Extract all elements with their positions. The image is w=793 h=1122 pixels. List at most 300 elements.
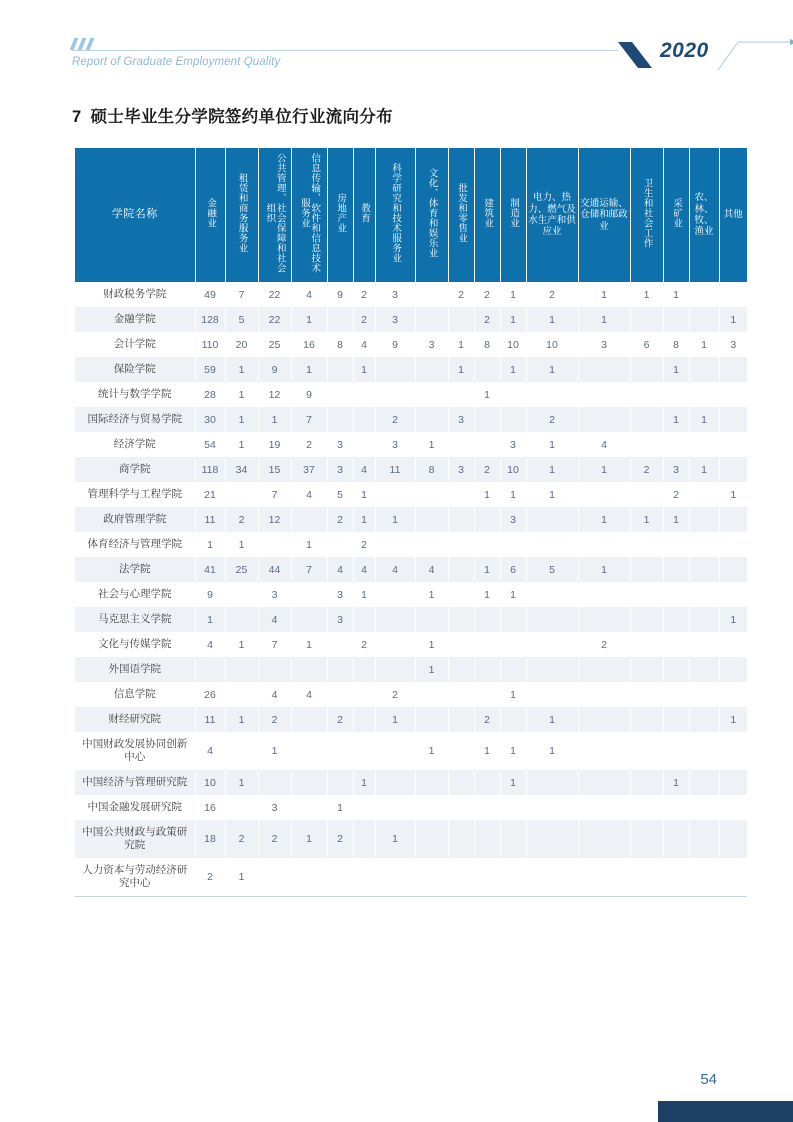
cell-value: 1 xyxy=(500,582,526,607)
cell-value: 7 xyxy=(258,482,291,507)
cell-value xyxy=(258,532,291,557)
cell-value: 19 xyxy=(258,432,291,457)
col-header-label-11: 制造业 xyxy=(508,198,520,229)
cell-value xyxy=(375,795,415,820)
cell-value: 9 xyxy=(327,282,353,307)
cell-value xyxy=(415,507,448,532)
table-row xyxy=(75,332,747,357)
cell-value xyxy=(630,582,663,607)
cell-value xyxy=(663,557,689,582)
cell-value xyxy=(500,858,526,896)
cell-value: 1 xyxy=(663,357,689,382)
cell-value xyxy=(689,795,719,820)
col-header-3 xyxy=(258,148,291,282)
cell-value: 1 xyxy=(415,632,448,657)
cell-value xyxy=(353,657,375,682)
cell-value: 2 xyxy=(291,432,327,457)
cell-value: 1 xyxy=(578,557,630,582)
cell-value: 44 xyxy=(258,557,291,582)
cell-value xyxy=(474,432,500,457)
cell-value: 1 xyxy=(578,307,630,332)
table-head xyxy=(75,148,747,282)
cell-value xyxy=(663,820,689,858)
cell-value: 6 xyxy=(630,332,663,357)
cell-value xyxy=(719,357,747,382)
cell-value: 1 xyxy=(526,432,578,457)
cell-value xyxy=(291,582,327,607)
cell-value: 54 xyxy=(195,432,225,457)
cell-value: 1 xyxy=(719,707,747,732)
cell-value xyxy=(578,382,630,407)
cell-value: 1 xyxy=(353,507,375,532)
cell-value: 1 xyxy=(327,795,353,820)
cell-value: 2 xyxy=(474,707,500,732)
cell-value xyxy=(448,582,474,607)
cell-value: 8 xyxy=(327,332,353,357)
page-header xyxy=(0,0,793,95)
cell-value xyxy=(719,795,747,820)
cell-college-name: 马克思主义学院 xyxy=(75,607,195,632)
cell-value: 3 xyxy=(327,607,353,632)
cell-value xyxy=(719,820,747,858)
cell-value xyxy=(353,732,375,770)
table-body xyxy=(75,282,747,896)
cell-value: 3 xyxy=(500,432,526,457)
cell-value: 5 xyxy=(225,307,258,332)
cell-value xyxy=(225,795,258,820)
cell-college-name: 管理科学与工程学院 xyxy=(75,482,195,507)
cell-value: 25 xyxy=(258,332,291,357)
table-row xyxy=(75,432,747,457)
cell-value xyxy=(719,858,747,896)
cell-value: 8 xyxy=(663,332,689,357)
section-number: 7 xyxy=(72,108,82,126)
cell-value xyxy=(291,732,327,770)
cell-value: 3 xyxy=(375,432,415,457)
col-header-label-12: 电力、热力、燃气及水生产和供应业 xyxy=(528,192,576,238)
cell-value xyxy=(689,507,719,532)
cell-value xyxy=(689,632,719,657)
cell-value xyxy=(375,582,415,607)
cell-value: 18 xyxy=(195,820,225,858)
cell-value: 3 xyxy=(578,332,630,357)
cell-value xyxy=(500,632,526,657)
section-title-text: 硕士毕业生分学院签约单位行业流向分布 xyxy=(90,108,393,126)
cell-value: 4 xyxy=(291,482,327,507)
cell-value xyxy=(578,582,630,607)
cell-value xyxy=(448,607,474,632)
header-arrow-icon xyxy=(716,38,793,72)
cell-value xyxy=(415,532,448,557)
cell-value xyxy=(225,732,258,770)
cell-value xyxy=(474,657,500,682)
cell-value: 1 xyxy=(474,382,500,407)
cell-value xyxy=(291,707,327,732)
cell-value: 10 xyxy=(195,770,225,795)
cell-value xyxy=(663,858,689,896)
cell-value: 1 xyxy=(663,282,689,307)
cell-value: 1 xyxy=(526,357,578,382)
cell-value: 1 xyxy=(500,307,526,332)
cell-value: 11 xyxy=(195,507,225,532)
cell-value: 2 xyxy=(353,307,375,332)
cell-value xyxy=(474,632,500,657)
cell-value xyxy=(225,657,258,682)
cell-value: 12 xyxy=(258,507,291,532)
cell-college-name: 外国语学院 xyxy=(75,657,195,682)
cell-college-name: 中国公共财政与政策研究院 xyxy=(75,820,195,858)
cell-value xyxy=(474,407,500,432)
table-row xyxy=(75,532,747,557)
col-header-label-14: 卫生和社会工作 xyxy=(641,178,653,249)
cell-college-name: 政府管理学院 xyxy=(75,507,195,532)
cell-value xyxy=(448,432,474,457)
year-label: 2020 xyxy=(660,39,709,62)
cell-value: 1 xyxy=(689,332,719,357)
cell-value: 49 xyxy=(195,282,225,307)
table-row xyxy=(75,357,747,382)
cell-value xyxy=(689,820,719,858)
cell-value xyxy=(719,507,747,532)
cell-value xyxy=(415,307,448,332)
cell-value xyxy=(327,532,353,557)
cell-college-name: 商学院 xyxy=(75,457,195,482)
cell-college-name: 国际经济与贸易学院 xyxy=(75,407,195,432)
cell-value xyxy=(578,532,630,557)
cell-value: 1 xyxy=(630,282,663,307)
cell-value: 2 xyxy=(353,532,375,557)
industry-flow-table xyxy=(75,148,747,897)
cell-value xyxy=(526,682,578,707)
cell-value xyxy=(448,382,474,407)
page-number: 54 xyxy=(700,1071,717,1088)
cell-value: 1 xyxy=(663,507,689,532)
col-header-16 xyxy=(689,148,719,282)
cell-value xyxy=(500,657,526,682)
col-header-label-3: 公共管理、社会保障和社会组织 xyxy=(264,153,286,274)
cell-value xyxy=(448,482,474,507)
cell-value: 2 xyxy=(225,820,258,858)
cell-value xyxy=(415,795,448,820)
cell-value xyxy=(630,632,663,657)
cell-value xyxy=(375,382,415,407)
cell-value xyxy=(448,770,474,795)
cell-value xyxy=(448,858,474,896)
cell-value xyxy=(578,657,630,682)
cell-value xyxy=(526,657,578,682)
cell-value xyxy=(415,820,448,858)
cell-value xyxy=(689,557,719,582)
cell-value: 1 xyxy=(291,307,327,332)
cell-value: 1 xyxy=(225,357,258,382)
cell-value: 1 xyxy=(719,307,747,332)
cell-value: 1 xyxy=(663,407,689,432)
cell-value xyxy=(448,732,474,770)
cell-value: 2 xyxy=(448,282,474,307)
col-header-label-5: 房地产业 xyxy=(335,193,347,234)
col-header-label-2: 租赁和商务服务业 xyxy=(236,173,248,254)
cell-value xyxy=(689,282,719,307)
cell-value: 1 xyxy=(474,582,500,607)
cell-value: 1 xyxy=(578,457,630,482)
cell-value xyxy=(578,682,630,707)
cell-value: 7 xyxy=(225,282,258,307)
cell-value xyxy=(291,507,327,532)
cell-college-name: 会计学院 xyxy=(75,332,195,357)
cell-value xyxy=(327,632,353,657)
cell-value xyxy=(500,407,526,432)
cell-value xyxy=(578,707,630,732)
cell-value xyxy=(630,682,663,707)
cell-value xyxy=(353,820,375,858)
cell-value xyxy=(719,657,747,682)
cell-value xyxy=(526,632,578,657)
cell-value: 3 xyxy=(500,507,526,532)
table-row xyxy=(75,707,747,732)
cell-value xyxy=(630,357,663,382)
cell-value xyxy=(375,732,415,770)
cell-college-name: 统计与数学学院 xyxy=(75,382,195,407)
cell-value xyxy=(526,858,578,896)
table-row xyxy=(75,282,747,307)
cell-value xyxy=(630,607,663,632)
cell-value xyxy=(526,795,578,820)
cell-value: 3 xyxy=(375,282,415,307)
cell-value: 2 xyxy=(474,307,500,332)
cell-value xyxy=(578,357,630,382)
cell-value: 1 xyxy=(719,607,747,632)
col-header-label-17: 其他 xyxy=(723,209,743,221)
cell-value: 1 xyxy=(689,457,719,482)
cell-value: 4 xyxy=(258,682,291,707)
col-header-12 xyxy=(526,148,578,282)
table-row xyxy=(75,382,747,407)
col-header-8 xyxy=(415,148,448,282)
cell-value xyxy=(353,407,375,432)
cell-value xyxy=(630,657,663,682)
cell-value xyxy=(719,582,747,607)
cell-value: 2 xyxy=(353,632,375,657)
cell-value xyxy=(630,307,663,332)
cell-value xyxy=(689,657,719,682)
cell-value: 21 xyxy=(195,482,225,507)
cell-value: 1 xyxy=(195,607,225,632)
cell-college-name: 社会与心理学院 xyxy=(75,582,195,607)
col-header-label-4: 信息传输、软件和信息技术服务业 xyxy=(299,153,321,274)
cell-value xyxy=(630,732,663,770)
cell-value: 1 xyxy=(291,820,327,858)
cell-value xyxy=(630,795,663,820)
industry-flow-table-container xyxy=(75,148,743,897)
cell-value: 26 xyxy=(195,682,225,707)
cell-value xyxy=(375,532,415,557)
cell-value: 6 xyxy=(500,557,526,582)
cell-value: 1 xyxy=(500,770,526,795)
cell-value: 1 xyxy=(258,407,291,432)
cell-value xyxy=(415,607,448,632)
cell-value xyxy=(291,858,327,896)
cell-value: 4 xyxy=(353,332,375,357)
slashes-logo-icon xyxy=(72,38,112,50)
cell-value: 3 xyxy=(258,795,291,820)
cell-value xyxy=(327,382,353,407)
cell-value: 1 xyxy=(500,732,526,770)
cell-value: 110 xyxy=(195,332,225,357)
cell-value: 2 xyxy=(327,820,353,858)
cell-college-name: 财政税务学院 xyxy=(75,282,195,307)
cell-value xyxy=(663,532,689,557)
cell-value: 1 xyxy=(353,770,375,795)
col-header-6 xyxy=(353,148,375,282)
cell-value xyxy=(291,657,327,682)
cell-value xyxy=(448,820,474,858)
cell-value: 4 xyxy=(195,732,225,770)
cell-value xyxy=(474,532,500,557)
cell-value xyxy=(353,682,375,707)
cell-value xyxy=(500,707,526,732)
cell-value xyxy=(689,532,719,557)
cell-value xyxy=(375,357,415,382)
col-header-5 xyxy=(327,148,353,282)
cell-value xyxy=(225,482,258,507)
cell-value xyxy=(719,382,747,407)
cell-value: 8 xyxy=(415,457,448,482)
cell-value xyxy=(448,682,474,707)
cell-value: 1 xyxy=(415,732,448,770)
cell-value xyxy=(630,707,663,732)
cell-value xyxy=(448,795,474,820)
cell-value: 1 xyxy=(500,357,526,382)
col-header-label-8: 文化、体育和娱乐业 xyxy=(426,168,438,259)
cell-value: 4 xyxy=(375,557,415,582)
cell-value xyxy=(448,507,474,532)
cell-value xyxy=(689,732,719,770)
cell-value xyxy=(578,858,630,896)
cell-value xyxy=(375,632,415,657)
col-header-label-15: 采矿业 xyxy=(671,198,683,229)
cell-value xyxy=(663,795,689,820)
cell-value: 1 xyxy=(353,482,375,507)
cell-value xyxy=(353,432,375,457)
cell-value xyxy=(375,657,415,682)
cell-value xyxy=(719,632,747,657)
cell-value xyxy=(689,432,719,457)
table-row xyxy=(75,607,747,632)
cell-value: 7 xyxy=(291,557,327,582)
cell-value xyxy=(327,732,353,770)
cell-value: 1 xyxy=(500,482,526,507)
cell-value xyxy=(578,795,630,820)
cell-value xyxy=(526,582,578,607)
cell-value: 4 xyxy=(327,557,353,582)
cell-value xyxy=(663,382,689,407)
cell-value: 1 xyxy=(526,307,578,332)
cell-value xyxy=(353,607,375,632)
cell-value xyxy=(327,307,353,332)
cell-value: 1 xyxy=(448,332,474,357)
cell-value: 2 xyxy=(526,282,578,307)
cell-college-name: 人力资本与劳动经济研究中心 xyxy=(75,858,195,896)
cell-value: 1 xyxy=(415,582,448,607)
cell-value: 15 xyxy=(258,457,291,482)
cell-value xyxy=(415,407,448,432)
cell-value xyxy=(415,357,448,382)
cell-value: 41 xyxy=(195,557,225,582)
cell-value: 1 xyxy=(225,770,258,795)
cell-value xyxy=(689,607,719,632)
cell-value: 2 xyxy=(375,682,415,707)
cell-value xyxy=(719,457,747,482)
cell-value: 9 xyxy=(258,357,291,382)
cell-value xyxy=(526,820,578,858)
cell-value: 2 xyxy=(630,457,663,482)
cell-value: 1 xyxy=(225,382,258,407)
cell-value: 118 xyxy=(195,457,225,482)
cell-college-name: 中国经济与管理研究院 xyxy=(75,770,195,795)
cell-value: 128 xyxy=(195,307,225,332)
cell-value xyxy=(578,407,630,432)
cell-value: 1 xyxy=(353,357,375,382)
cell-value xyxy=(719,407,747,432)
cell-value xyxy=(195,657,225,682)
cell-value xyxy=(375,607,415,632)
table-row xyxy=(75,732,747,770)
cell-value xyxy=(415,858,448,896)
wedge-icon xyxy=(618,40,652,70)
cell-value: 1 xyxy=(689,407,719,432)
cell-value xyxy=(500,607,526,632)
cell-value xyxy=(689,770,719,795)
cell-value xyxy=(448,707,474,732)
cell-value: 3 xyxy=(448,457,474,482)
cell-value xyxy=(474,858,500,896)
cell-value xyxy=(719,557,747,582)
cell-value: 1 xyxy=(258,732,291,770)
col-header-9 xyxy=(448,148,474,282)
cell-value xyxy=(526,532,578,557)
cell-value: 1 xyxy=(353,582,375,607)
footer-accent-bar xyxy=(658,1101,793,1122)
cell-value: 1 xyxy=(375,707,415,732)
col-header-2 xyxy=(225,148,258,282)
table-row xyxy=(75,632,747,657)
cell-value: 2 xyxy=(195,858,225,896)
cell-value xyxy=(375,770,415,795)
cell-value xyxy=(578,770,630,795)
cell-value xyxy=(474,770,500,795)
cell-value: 1 xyxy=(526,732,578,770)
cell-value: 28 xyxy=(195,382,225,407)
cell-value xyxy=(375,482,415,507)
cell-value: 20 xyxy=(225,332,258,357)
cell-value: 34 xyxy=(225,457,258,482)
cell-value: 4 xyxy=(578,432,630,457)
cell-value: 1 xyxy=(474,732,500,770)
cell-value: 11 xyxy=(375,457,415,482)
cell-value xyxy=(353,858,375,896)
table-row xyxy=(75,820,747,858)
cell-value xyxy=(630,382,663,407)
cell-value: 1 xyxy=(474,482,500,507)
cell-value: 1 xyxy=(526,482,578,507)
cell-value: 3 xyxy=(448,407,474,432)
cell-college-name: 财经研究院 xyxy=(75,707,195,732)
cell-college-name: 经济学院 xyxy=(75,432,195,457)
cell-value: 1 xyxy=(448,357,474,382)
cell-value xyxy=(500,532,526,557)
cell-value xyxy=(663,432,689,457)
table-row xyxy=(75,457,747,482)
